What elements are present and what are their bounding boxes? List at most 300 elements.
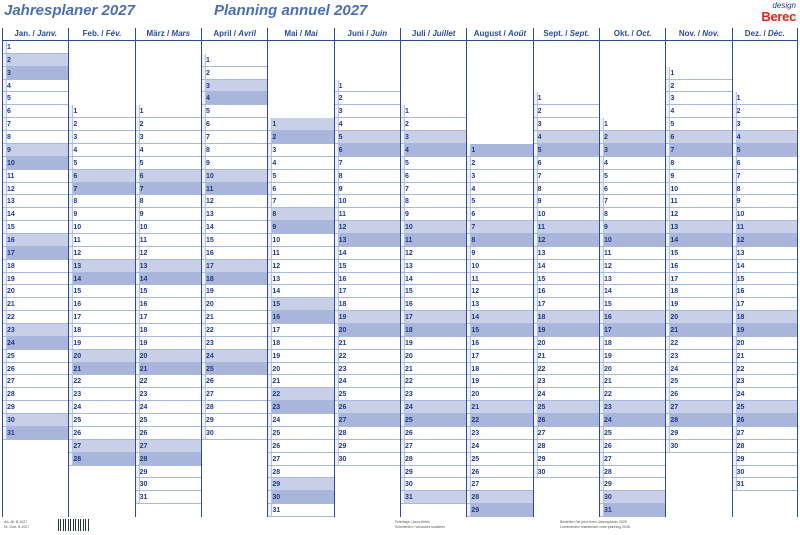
- day-cell[interactable]: [69, 144, 134, 157]
- day-cell[interactable]: [268, 453, 333, 466]
- day-cell[interactable]: [136, 427, 201, 440]
- day-cell[interactable]: [335, 285, 400, 298]
- day-cell[interactable]: [666, 170, 731, 183]
- day-cell[interactable]: [69, 273, 134, 286]
- day-cell[interactable]: [268, 234, 333, 247]
- day-cell[interactable]: [534, 401, 599, 414]
- day-cell[interactable]: [268, 118, 333, 131]
- day-cell[interactable]: [467, 401, 532, 414]
- day-cell[interactable]: [69, 388, 134, 401]
- day-cell[interactable]: [733, 427, 797, 440]
- day-cell[interactable]: [467, 350, 532, 363]
- day-cell[interactable]: [467, 427, 532, 440]
- day-cell[interactable]: [600, 440, 665, 453]
- day-cell[interactable]: [467, 144, 532, 157]
- day-cell[interactable]: [733, 466, 797, 479]
- day-cell[interactable]: [202, 183, 267, 196]
- day-cell[interactable]: [600, 401, 665, 414]
- day-cell[interactable]: [136, 350, 201, 363]
- day-cell[interactable]: [268, 311, 333, 324]
- day-cell[interactable]: [268, 491, 333, 504]
- day-cell[interactable]: [268, 285, 333, 298]
- day-cell[interactable]: [534, 221, 599, 234]
- day-cell[interactable]: [335, 273, 400, 286]
- day-cell[interactable]: [3, 247, 68, 260]
- day-cell[interactable]: [600, 466, 665, 479]
- day-cell[interactable]: [69, 131, 134, 144]
- day-cell[interactable]: [401, 157, 466, 170]
- day-cell[interactable]: [268, 478, 333, 491]
- day-cell[interactable]: [733, 324, 797, 337]
- day-cell[interactable]: [401, 453, 466, 466]
- day-cell[interactable]: [467, 260, 532, 273]
- day-cell[interactable]: [401, 440, 466, 453]
- day-cell[interactable]: [136, 208, 201, 221]
- day-cell[interactable]: [733, 388, 797, 401]
- day-cell[interactable]: [136, 273, 201, 286]
- day-cell[interactable]: [69, 208, 134, 221]
- day-cell[interactable]: [136, 131, 201, 144]
- day-cell[interactable]: [268, 427, 333, 440]
- day-cell[interactable]: [69, 414, 134, 427]
- day-cell[interactable]: [268, 170, 333, 183]
- day-cell[interactable]: [202, 363, 267, 376]
- day-cell[interactable]: [3, 375, 68, 388]
- day-cell[interactable]: [467, 298, 532, 311]
- day-cell[interactable]: [3, 273, 68, 286]
- day-cell[interactable]: [600, 221, 665, 234]
- day-cell[interactable]: [401, 375, 466, 388]
- day-cell[interactable]: [268, 363, 333, 376]
- day-cell[interactable]: [268, 388, 333, 401]
- day-cell[interactable]: [3, 118, 68, 131]
- day-cell[interactable]: [534, 260, 599, 273]
- day-cell[interactable]: [202, 118, 267, 131]
- day-cell[interactable]: [3, 208, 68, 221]
- day-cell[interactable]: [666, 311, 731, 324]
- day-cell[interactable]: [600, 247, 665, 260]
- day-cell[interactable]: [335, 221, 400, 234]
- day-cell[interactable]: [534, 208, 599, 221]
- day-cell[interactable]: [202, 195, 267, 208]
- day-cell[interactable]: [268, 221, 333, 234]
- day-cell[interactable]: [3, 67, 68, 80]
- day-cell[interactable]: [600, 208, 665, 221]
- day-cell[interactable]: [3, 298, 68, 311]
- day-cell[interactable]: [136, 105, 201, 118]
- day-cell[interactable]: [136, 195, 201, 208]
- day-cell[interactable]: [3, 350, 68, 363]
- day-cell[interactable]: [268, 260, 333, 273]
- day-cell[interactable]: [3, 285, 68, 298]
- day-cell[interactable]: [401, 247, 466, 260]
- day-cell[interactable]: [202, 401, 267, 414]
- day-cell[interactable]: [666, 67, 731, 80]
- day-cell[interactable]: [666, 131, 731, 144]
- day-cell[interactable]: [401, 363, 466, 376]
- day-cell[interactable]: [666, 144, 731, 157]
- day-cell[interactable]: [401, 170, 466, 183]
- day-cell[interactable]: [467, 311, 532, 324]
- day-cell[interactable]: [733, 401, 797, 414]
- day-cell[interactable]: [401, 208, 466, 221]
- day-cell[interactable]: [335, 157, 400, 170]
- day-cell[interactable]: [467, 208, 532, 221]
- day-cell[interactable]: [268, 131, 333, 144]
- day-cell[interactable]: [600, 170, 665, 183]
- day-cell[interactable]: [202, 144, 267, 157]
- day-cell[interactable]: [534, 92, 599, 105]
- day-cell[interactable]: [600, 298, 665, 311]
- day-cell[interactable]: [335, 363, 400, 376]
- day-cell[interactable]: [733, 118, 797, 131]
- day-cell[interactable]: [733, 170, 797, 183]
- day-cell[interactable]: [202, 208, 267, 221]
- day-cell[interactable]: [467, 234, 532, 247]
- day-cell[interactable]: [69, 157, 134, 170]
- day-cell[interactable]: [467, 247, 532, 260]
- day-cell[interactable]: [733, 105, 797, 118]
- day-cell[interactable]: [600, 350, 665, 363]
- day-cell[interactable]: [467, 285, 532, 298]
- day-cell[interactable]: [666, 234, 731, 247]
- day-cell[interactable]: [600, 388, 665, 401]
- day-cell[interactable]: [733, 234, 797, 247]
- day-cell[interactable]: [733, 440, 797, 453]
- day-cell[interactable]: [136, 337, 201, 350]
- day-cell[interactable]: [136, 170, 201, 183]
- day-cell[interactable]: [136, 183, 201, 196]
- day-cell[interactable]: [69, 170, 134, 183]
- day-cell[interactable]: [202, 92, 267, 105]
- day-cell[interactable]: [666, 363, 731, 376]
- day-cell[interactable]: [534, 440, 599, 453]
- day-cell[interactable]: [136, 388, 201, 401]
- day-cell[interactable]: [202, 375, 267, 388]
- day-cell[interactable]: [600, 478, 665, 491]
- day-cell[interactable]: [534, 118, 599, 131]
- day-cell[interactable]: [69, 247, 134, 260]
- day-cell[interactable]: [733, 298, 797, 311]
- day-cell[interactable]: [268, 504, 333, 517]
- day-cell[interactable]: [268, 195, 333, 208]
- day-cell[interactable]: [666, 157, 731, 170]
- day-cell[interactable]: [401, 478, 466, 491]
- day-cell[interactable]: [401, 221, 466, 234]
- day-cell[interactable]: [202, 157, 267, 170]
- day-cell[interactable]: [666, 105, 731, 118]
- day-cell[interactable]: [202, 234, 267, 247]
- day-cell[interactable]: [136, 478, 201, 491]
- day-cell[interactable]: [666, 260, 731, 273]
- day-cell[interactable]: [69, 118, 134, 131]
- day-cell[interactable]: [3, 427, 68, 440]
- day-cell[interactable]: [733, 195, 797, 208]
- day-cell[interactable]: [268, 466, 333, 479]
- day-cell[interactable]: [534, 298, 599, 311]
- day-cell[interactable]: [534, 105, 599, 118]
- day-cell[interactable]: [202, 221, 267, 234]
- day-cell[interactable]: [69, 221, 134, 234]
- day-cell[interactable]: [666, 414, 731, 427]
- day-cell[interactable]: [600, 324, 665, 337]
- day-cell[interactable]: [534, 453, 599, 466]
- day-cell[interactable]: [534, 157, 599, 170]
- day-cell[interactable]: [3, 157, 68, 170]
- day-cell[interactable]: [534, 375, 599, 388]
- day-cell[interactable]: [3, 234, 68, 247]
- day-cell[interactable]: [401, 491, 466, 504]
- day-cell[interactable]: [136, 144, 201, 157]
- day-cell[interactable]: [733, 453, 797, 466]
- day-cell[interactable]: [268, 208, 333, 221]
- day-cell[interactable]: [202, 105, 267, 118]
- day-cell[interactable]: [467, 337, 532, 350]
- day-cell[interactable]: [467, 195, 532, 208]
- day-cell[interactable]: [401, 183, 466, 196]
- day-cell[interactable]: [600, 285, 665, 298]
- day-cell[interactable]: [600, 183, 665, 196]
- day-cell[interactable]: [335, 388, 400, 401]
- day-cell[interactable]: [401, 195, 466, 208]
- day-cell[interactable]: [666, 183, 731, 196]
- day-cell[interactable]: [136, 221, 201, 234]
- day-cell[interactable]: [136, 311, 201, 324]
- day-cell[interactable]: [69, 363, 134, 376]
- day-cell[interactable]: [3, 92, 68, 105]
- day-cell[interactable]: [534, 414, 599, 427]
- day-cell[interactable]: [666, 285, 731, 298]
- day-cell[interactable]: [401, 298, 466, 311]
- day-cell[interactable]: [600, 157, 665, 170]
- day-cell[interactable]: [3, 337, 68, 350]
- day-cell[interactable]: [69, 401, 134, 414]
- day-cell[interactable]: [202, 298, 267, 311]
- day-cell[interactable]: [600, 234, 665, 247]
- day-cell[interactable]: [401, 234, 466, 247]
- day-cell[interactable]: [534, 427, 599, 440]
- day-cell[interactable]: [335, 80, 400, 93]
- day-cell[interactable]: [3, 363, 68, 376]
- day-cell[interactable]: [202, 67, 267, 80]
- day-cell[interactable]: [600, 131, 665, 144]
- day-cell[interactable]: [600, 504, 665, 517]
- day-cell[interactable]: [3, 221, 68, 234]
- day-cell[interactable]: [335, 144, 400, 157]
- day-cell[interactable]: [467, 324, 532, 337]
- day-cell[interactable]: [335, 453, 400, 466]
- day-cell[interactable]: [202, 170, 267, 183]
- day-cell[interactable]: [467, 414, 532, 427]
- day-cell[interactable]: [467, 440, 532, 453]
- day-cell[interactable]: [600, 453, 665, 466]
- day-cell[interactable]: [600, 414, 665, 427]
- day-cell[interactable]: [69, 234, 134, 247]
- day-cell[interactable]: [3, 311, 68, 324]
- day-cell[interactable]: [268, 324, 333, 337]
- day-cell[interactable]: [666, 440, 731, 453]
- day-cell[interactable]: [733, 92, 797, 105]
- day-cell[interactable]: [534, 350, 599, 363]
- day-cell[interactable]: [733, 157, 797, 170]
- day-cell[interactable]: [467, 388, 532, 401]
- day-cell[interactable]: [733, 221, 797, 234]
- day-cell[interactable]: [666, 221, 731, 234]
- day-cell[interactable]: [136, 453, 201, 466]
- day-cell[interactable]: [733, 478, 797, 491]
- day-cell[interactable]: [136, 324, 201, 337]
- day-cell[interactable]: [202, 260, 267, 273]
- day-cell[interactable]: [3, 324, 68, 337]
- day-cell[interactable]: [3, 131, 68, 144]
- day-cell[interactable]: [136, 298, 201, 311]
- day-cell[interactable]: [666, 247, 731, 260]
- day-cell[interactable]: [666, 388, 731, 401]
- day-cell[interactable]: [69, 298, 134, 311]
- day-cell[interactable]: [136, 414, 201, 427]
- day-cell[interactable]: [401, 337, 466, 350]
- day-cell[interactable]: [534, 388, 599, 401]
- day-cell[interactable]: [467, 375, 532, 388]
- day-cell[interactable]: [3, 260, 68, 273]
- day-cell[interactable]: [733, 183, 797, 196]
- day-cell[interactable]: [401, 401, 466, 414]
- day-cell[interactable]: [467, 478, 532, 491]
- day-cell[interactable]: [733, 260, 797, 273]
- day-cell[interactable]: [600, 311, 665, 324]
- day-cell[interactable]: [69, 311, 134, 324]
- day-cell[interactable]: [268, 273, 333, 286]
- day-cell[interactable]: [600, 363, 665, 376]
- day-cell[interactable]: [268, 375, 333, 388]
- day-cell[interactable]: [69, 105, 134, 118]
- day-cell[interactable]: [733, 375, 797, 388]
- day-cell[interactable]: [202, 131, 267, 144]
- day-cell[interactable]: [401, 427, 466, 440]
- day-cell[interactable]: [401, 144, 466, 157]
- day-cell[interactable]: [666, 298, 731, 311]
- day-cell[interactable]: [733, 273, 797, 286]
- day-cell[interactable]: [600, 491, 665, 504]
- day-cell[interactable]: [268, 440, 333, 453]
- day-cell[interactable]: [534, 285, 599, 298]
- day-cell[interactable]: [335, 170, 400, 183]
- day-cell[interactable]: [3, 183, 68, 196]
- day-cell[interactable]: [467, 453, 532, 466]
- day-cell[interactable]: [136, 234, 201, 247]
- day-cell[interactable]: [136, 375, 201, 388]
- day-cell[interactable]: [534, 144, 599, 157]
- day-cell[interactable]: [335, 247, 400, 260]
- day-cell[interactable]: [69, 350, 134, 363]
- day-cell[interactable]: [666, 350, 731, 363]
- day-cell[interactable]: [3, 401, 68, 414]
- day-cell[interactable]: [733, 363, 797, 376]
- day-cell[interactable]: [268, 157, 333, 170]
- day-cell[interactable]: [202, 54, 267, 67]
- day-cell[interactable]: [534, 195, 599, 208]
- day-cell[interactable]: [268, 401, 333, 414]
- day-cell[interactable]: [335, 427, 400, 440]
- day-cell[interactable]: [335, 195, 400, 208]
- day-cell[interactable]: [534, 247, 599, 260]
- day-cell[interactable]: [202, 80, 267, 93]
- day-cell[interactable]: [202, 350, 267, 363]
- day-cell[interactable]: [666, 427, 731, 440]
- day-cell[interactable]: [733, 311, 797, 324]
- day-cell[interactable]: [335, 350, 400, 363]
- day-cell[interactable]: [268, 350, 333, 363]
- day-cell[interactable]: [268, 144, 333, 157]
- day-cell[interactable]: [335, 208, 400, 221]
- day-cell[interactable]: [733, 414, 797, 427]
- day-cell[interactable]: [335, 105, 400, 118]
- day-cell[interactable]: [401, 285, 466, 298]
- day-cell[interactable]: [3, 54, 68, 67]
- day-cell[interactable]: [268, 247, 333, 260]
- day-cell[interactable]: [335, 118, 400, 131]
- day-cell[interactable]: [202, 337, 267, 350]
- day-cell[interactable]: [666, 92, 731, 105]
- day-cell[interactable]: [69, 337, 134, 350]
- day-cell[interactable]: [335, 131, 400, 144]
- day-cell[interactable]: [335, 183, 400, 196]
- day-cell[interactable]: [3, 388, 68, 401]
- day-cell[interactable]: [401, 273, 466, 286]
- day-cell[interactable]: [401, 388, 466, 401]
- day-cell[interactable]: [666, 375, 731, 388]
- day-cell[interactable]: [69, 440, 134, 453]
- day-cell[interactable]: [335, 260, 400, 273]
- day-cell[interactable]: [467, 157, 532, 170]
- day-cell[interactable]: [733, 350, 797, 363]
- day-cell[interactable]: [136, 440, 201, 453]
- day-cell[interactable]: [69, 324, 134, 337]
- day-cell[interactable]: [136, 285, 201, 298]
- day-cell[interactable]: [268, 414, 333, 427]
- day-cell[interactable]: [3, 195, 68, 208]
- day-cell[interactable]: [534, 466, 599, 479]
- day-cell[interactable]: [268, 337, 333, 350]
- day-cell[interactable]: [3, 80, 68, 93]
- day-cell[interactable]: [69, 375, 134, 388]
- day-cell[interactable]: [467, 183, 532, 196]
- day-cell[interactable]: [534, 363, 599, 376]
- day-cell[interactable]: [3, 41, 68, 54]
- day-cell[interactable]: [600, 375, 665, 388]
- day-cell[interactable]: [69, 260, 134, 273]
- day-cell[interactable]: [534, 183, 599, 196]
- day-cell[interactable]: [3, 105, 68, 118]
- day-cell[interactable]: [69, 453, 134, 466]
- day-cell[interactable]: [401, 105, 466, 118]
- day-cell[interactable]: [136, 260, 201, 273]
- day-cell[interactable]: [600, 337, 665, 350]
- day-cell[interactable]: [467, 466, 532, 479]
- day-cell[interactable]: [335, 440, 400, 453]
- day-cell[interactable]: [401, 260, 466, 273]
- day-cell[interactable]: [202, 324, 267, 337]
- day-cell[interactable]: [202, 427, 267, 440]
- day-cell[interactable]: [268, 298, 333, 311]
- day-cell[interactable]: [136, 466, 201, 479]
- day-cell[interactable]: [3, 414, 68, 427]
- day-cell[interactable]: [733, 285, 797, 298]
- day-cell[interactable]: [335, 414, 400, 427]
- day-cell[interactable]: [534, 324, 599, 337]
- day-cell[interactable]: [600, 118, 665, 131]
- day-cell[interactable]: [733, 247, 797, 260]
